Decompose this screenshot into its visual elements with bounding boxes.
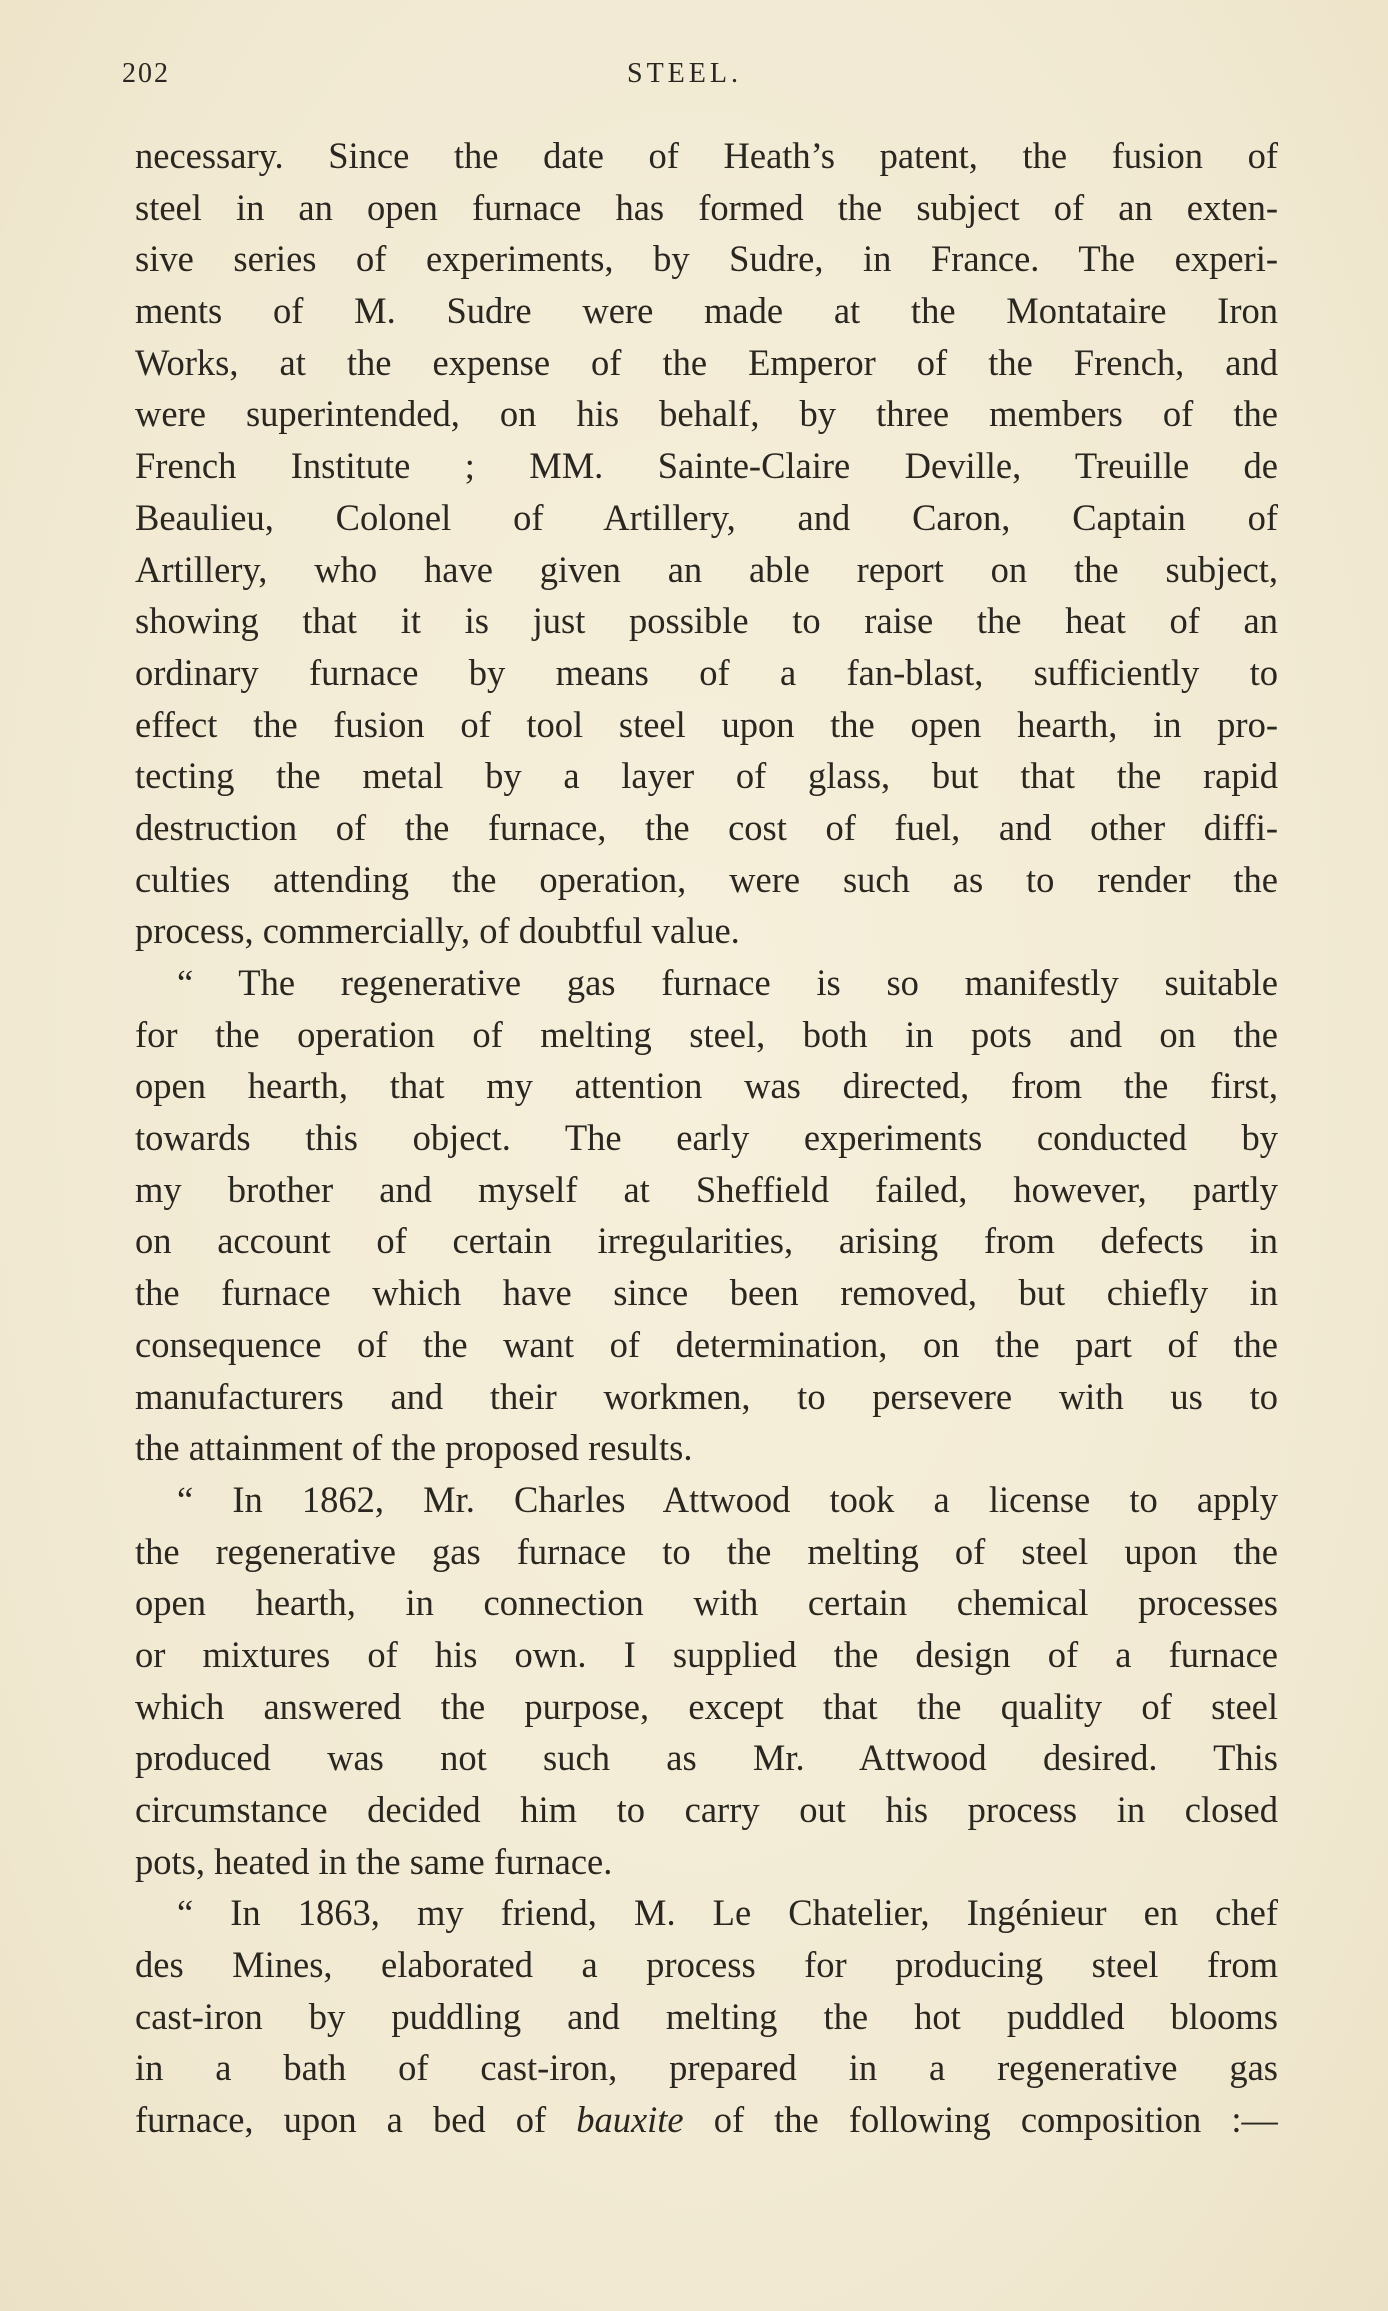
running-head (122, 58, 1277, 98)
text-line: ments of M. Sudre were made at the Montataire Iron (135, 290, 1278, 332)
text-line: were superintended, on his behalf, by three members of the (135, 393, 1278, 435)
text-line: steel in an open furnace has formed the subject of an exten- (135, 186, 1278, 228)
final-line-after: of the following composition :— (683, 2099, 1278, 2141)
paragraph-end-line: process, commercially, of doubtful value. (135, 910, 740, 952)
text-line: Beaulieu, Colonel of Artillery, and Caron, Captain of (135, 496, 1278, 538)
paragraph-start-line: “ The regenerative gas furnace is so manifestly suitable (177, 962, 1278, 1003)
running-title: STEEL. (627, 58, 742, 89)
text-line: open hearth, in connection with certain chemical processes (135, 1582, 1278, 1624)
text-line: or mixtures of his own. I supplied the design of a furnace (135, 1633, 1278, 1675)
text-line: in a bath of cast-iron, prepared in a regenerative gas (135, 2047, 1278, 2089)
text-line: necessary. Since the date of Heath’s patent, the fusion of (135, 135, 1278, 176)
text-line: for the operation of melting steel, both in pots and on the (135, 1013, 1278, 1055)
paragraph-end-line: the attainment of the proposed results. (135, 1427, 693, 1469)
text-line: the regenerative gas furnace to the melting of steel upon the (135, 1530, 1278, 1572)
text-line: ordinary furnace by means of a fan-blast, sufficiently to (135, 651, 1278, 693)
text-line: tecting the metal by a layer of glass, but that the rapid (135, 755, 1278, 797)
text-line: cast-iron by puddling and melting the hot puddled blooms (135, 1995, 1278, 2037)
text-line: Works, at the expense of the Emperor of the French, and (135, 341, 1278, 383)
text-line: sive series of experiments, by Sudre, in France. The experi- (135, 238, 1278, 280)
text-line: consequence of the want of determination, on the part of the (135, 1323, 1278, 1365)
body-text (135, 130, 1278, 2146)
paragraph-start-line: “ In 1863, my friend, M. Le Chatelier, Ingénieur en chef (177, 1892, 1278, 1934)
final-text-line (135, 2094, 1278, 2146)
text-line: my brother and myself at Sheffield failed, however, partly (135, 1168, 1278, 1210)
text-line: des Mines, elaborated a process for producing steel from (135, 1944, 1278, 1986)
text-line: Artillery, who have given an able report on the subject, (135, 548, 1278, 590)
text-line: on account of certain irregularities, arising from defects in (135, 1220, 1278, 1262)
text-line: towards this object. The early experiments conducted by (135, 1117, 1278, 1159)
text-line: the furnace which have since been removed, but chiefly in (135, 1272, 1278, 1314)
text-line: open hearth, that my attention was directed, from the first, (135, 1065, 1278, 1107)
paragraph-start-line: “ In 1862, Mr. Charles Attwood took a license to apply (177, 1478, 1278, 1520)
text-line: destruction of the furnace, the cost of fuel, and other diffi- (135, 806, 1278, 848)
text-line: French Institute ; MM. Sainte-Claire Deville, Treuille de (135, 445, 1278, 487)
bauxite-emphasis: bauxite (576, 2099, 684, 2141)
text-line: showing that it is just possible to raise the heat of an (135, 600, 1278, 642)
final-line-before: furnace, upon a bed of (135, 2099, 577, 2141)
text-line: effect the fusion of tool steel upon the open hearth, in pro- (135, 703, 1278, 745)
text-line: produced was not such as Mr. Attwood desired. This (135, 1737, 1278, 1779)
text-line: circumstance decided him to carry out his process in closed (135, 1789, 1278, 1830)
paragraph-end-line: pots, heated in the same furnace. (135, 1840, 613, 1882)
text-line: culties attending the operation, were such as to render the (135, 858, 1278, 900)
text-line: manufacturers and their workmen, to persevere with us to (135, 1375, 1278, 1417)
page-number: 202 (122, 58, 170, 89)
text-line: which answered the purpose, except that the quality of steel (135, 1685, 1278, 1727)
